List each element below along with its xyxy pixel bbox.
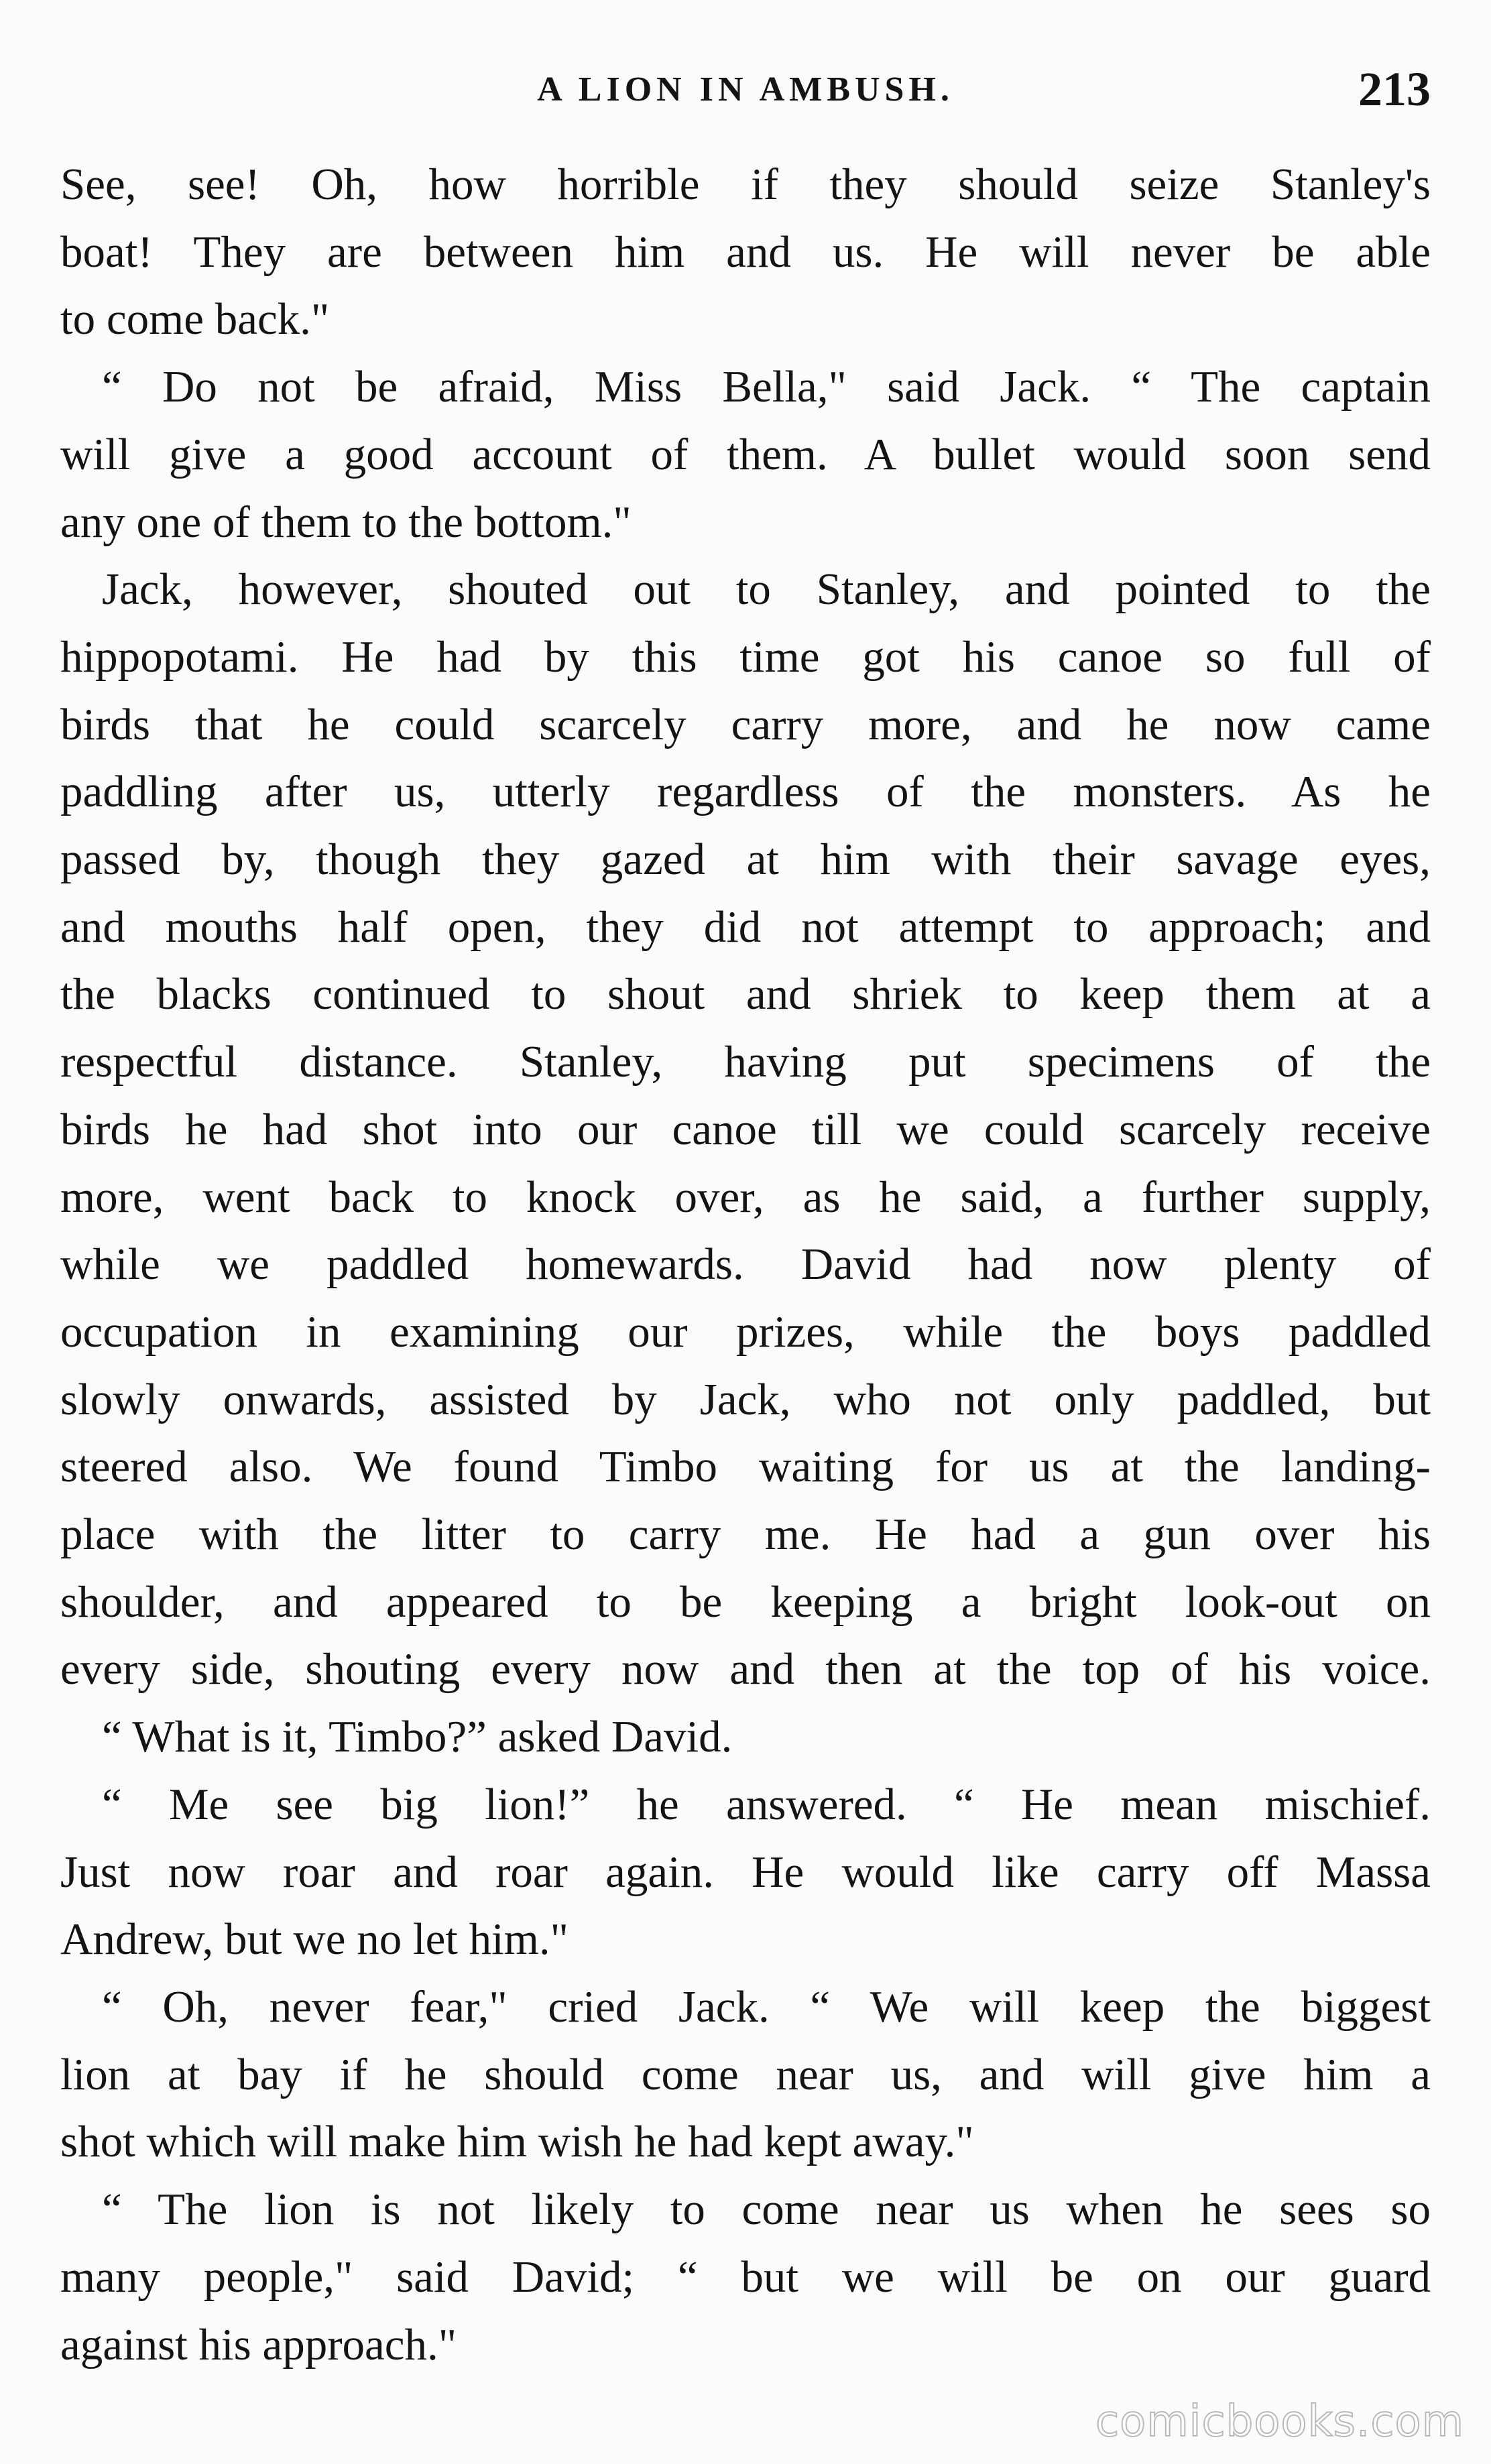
text-line: while we paddled homewards. David had now plenty of	[60, 1239, 1431, 1290]
text-line: boat! They are between him and us. He will never be able	[60, 227, 1431, 277]
text-line: shoulder, and appeared to be keeping a bright look-out on	[60, 1577, 1431, 1627]
text-line: paddling after us, utterly regardless of the monsters. As he	[60, 767, 1431, 817]
text-line: “ What is it, Timbo?” asked David.	[102, 1712, 733, 1762]
body-text	[60, 151, 1431, 2378]
text-line: against his approach."	[60, 2319, 457, 2369]
text-line: passed by, though they gazed at him with their savage eyes,	[60, 835, 1431, 885]
text-line: every side, shouting every now and then at the top of his voice.	[60, 1644, 1431, 1695]
text-line: “ Me see big lion!” he answered. “ He mean mischief.	[102, 1779, 1431, 1829]
text-line: shot which will make him wish he had kept away."	[60, 2117, 974, 2167]
text-line: more, went back to knock over, as he said, a further supply,	[60, 1172, 1431, 1222]
text-line: will give a good account of them. A bullet would soon send	[60, 429, 1431, 479]
text-line: Jack, however, shouted out to Stanley, and pointed to the	[102, 564, 1431, 615]
text-line: place with the litter to carry me. He had a gun over his	[60, 1510, 1431, 1560]
text-line: lion at bay if he should come near us, and will give him a	[60, 2049, 1431, 2099]
text-line: Andrew, but we no let him."	[60, 1914, 569, 1965]
text-line: “ Oh, never fear," cried Jack. “ We will keep the biggest	[102, 1981, 1431, 2032]
text-line: slowly onwards, assisted by Jack, who not only paddled, but	[60, 1374, 1431, 1424]
text-line: many people," said David; “ but we will be on our guard	[60, 2252, 1431, 2302]
page-number: 213	[1358, 62, 1431, 116]
running-head: A LION IN AMBUSH.	[537, 70, 954, 109]
text-line: “ The lion is not likely to come near us when he sees so	[102, 2184, 1431, 2235]
text-line: respectful distance. Stanley, having put specimens of the	[60, 1037, 1431, 1087]
text-line: Just now roar and roar again. He would like carry off Massa	[60, 1847, 1431, 1897]
watermark: comicbooks.com	[1095, 2397, 1464, 2447]
text-line: “ Do not be afraid, Miss Bella," said Jack. “ The captain	[102, 362, 1431, 412]
text-line: hippopotami. He had by this time got his canoe so full of	[60, 631, 1431, 682]
text-line: birds he had shot into our canoe till we could scarcely receive	[60, 1104, 1431, 1154]
text-line: any one of them to the bottom."	[60, 497, 632, 547]
text-line: the blacks continued to shout and shriek to keep them at a	[60, 969, 1431, 1020]
text-line: See, see! Oh, how horrible if they should seize Stanley's	[60, 160, 1431, 209]
text-line: occupation in examining our prizes, while the boys paddled	[60, 1306, 1431, 1357]
text-line: to come back."	[60, 294, 330, 345]
text-line: steered also. We found Timbo waiting for us at the landing-	[60, 1442, 1431, 1492]
text-line: and mouths half open, they did not attempt to approach; and	[60, 902, 1431, 952]
page-header	[60, 62, 1431, 122]
text-line: birds that he could scarcely carry more, and he now came	[60, 699, 1431, 749]
